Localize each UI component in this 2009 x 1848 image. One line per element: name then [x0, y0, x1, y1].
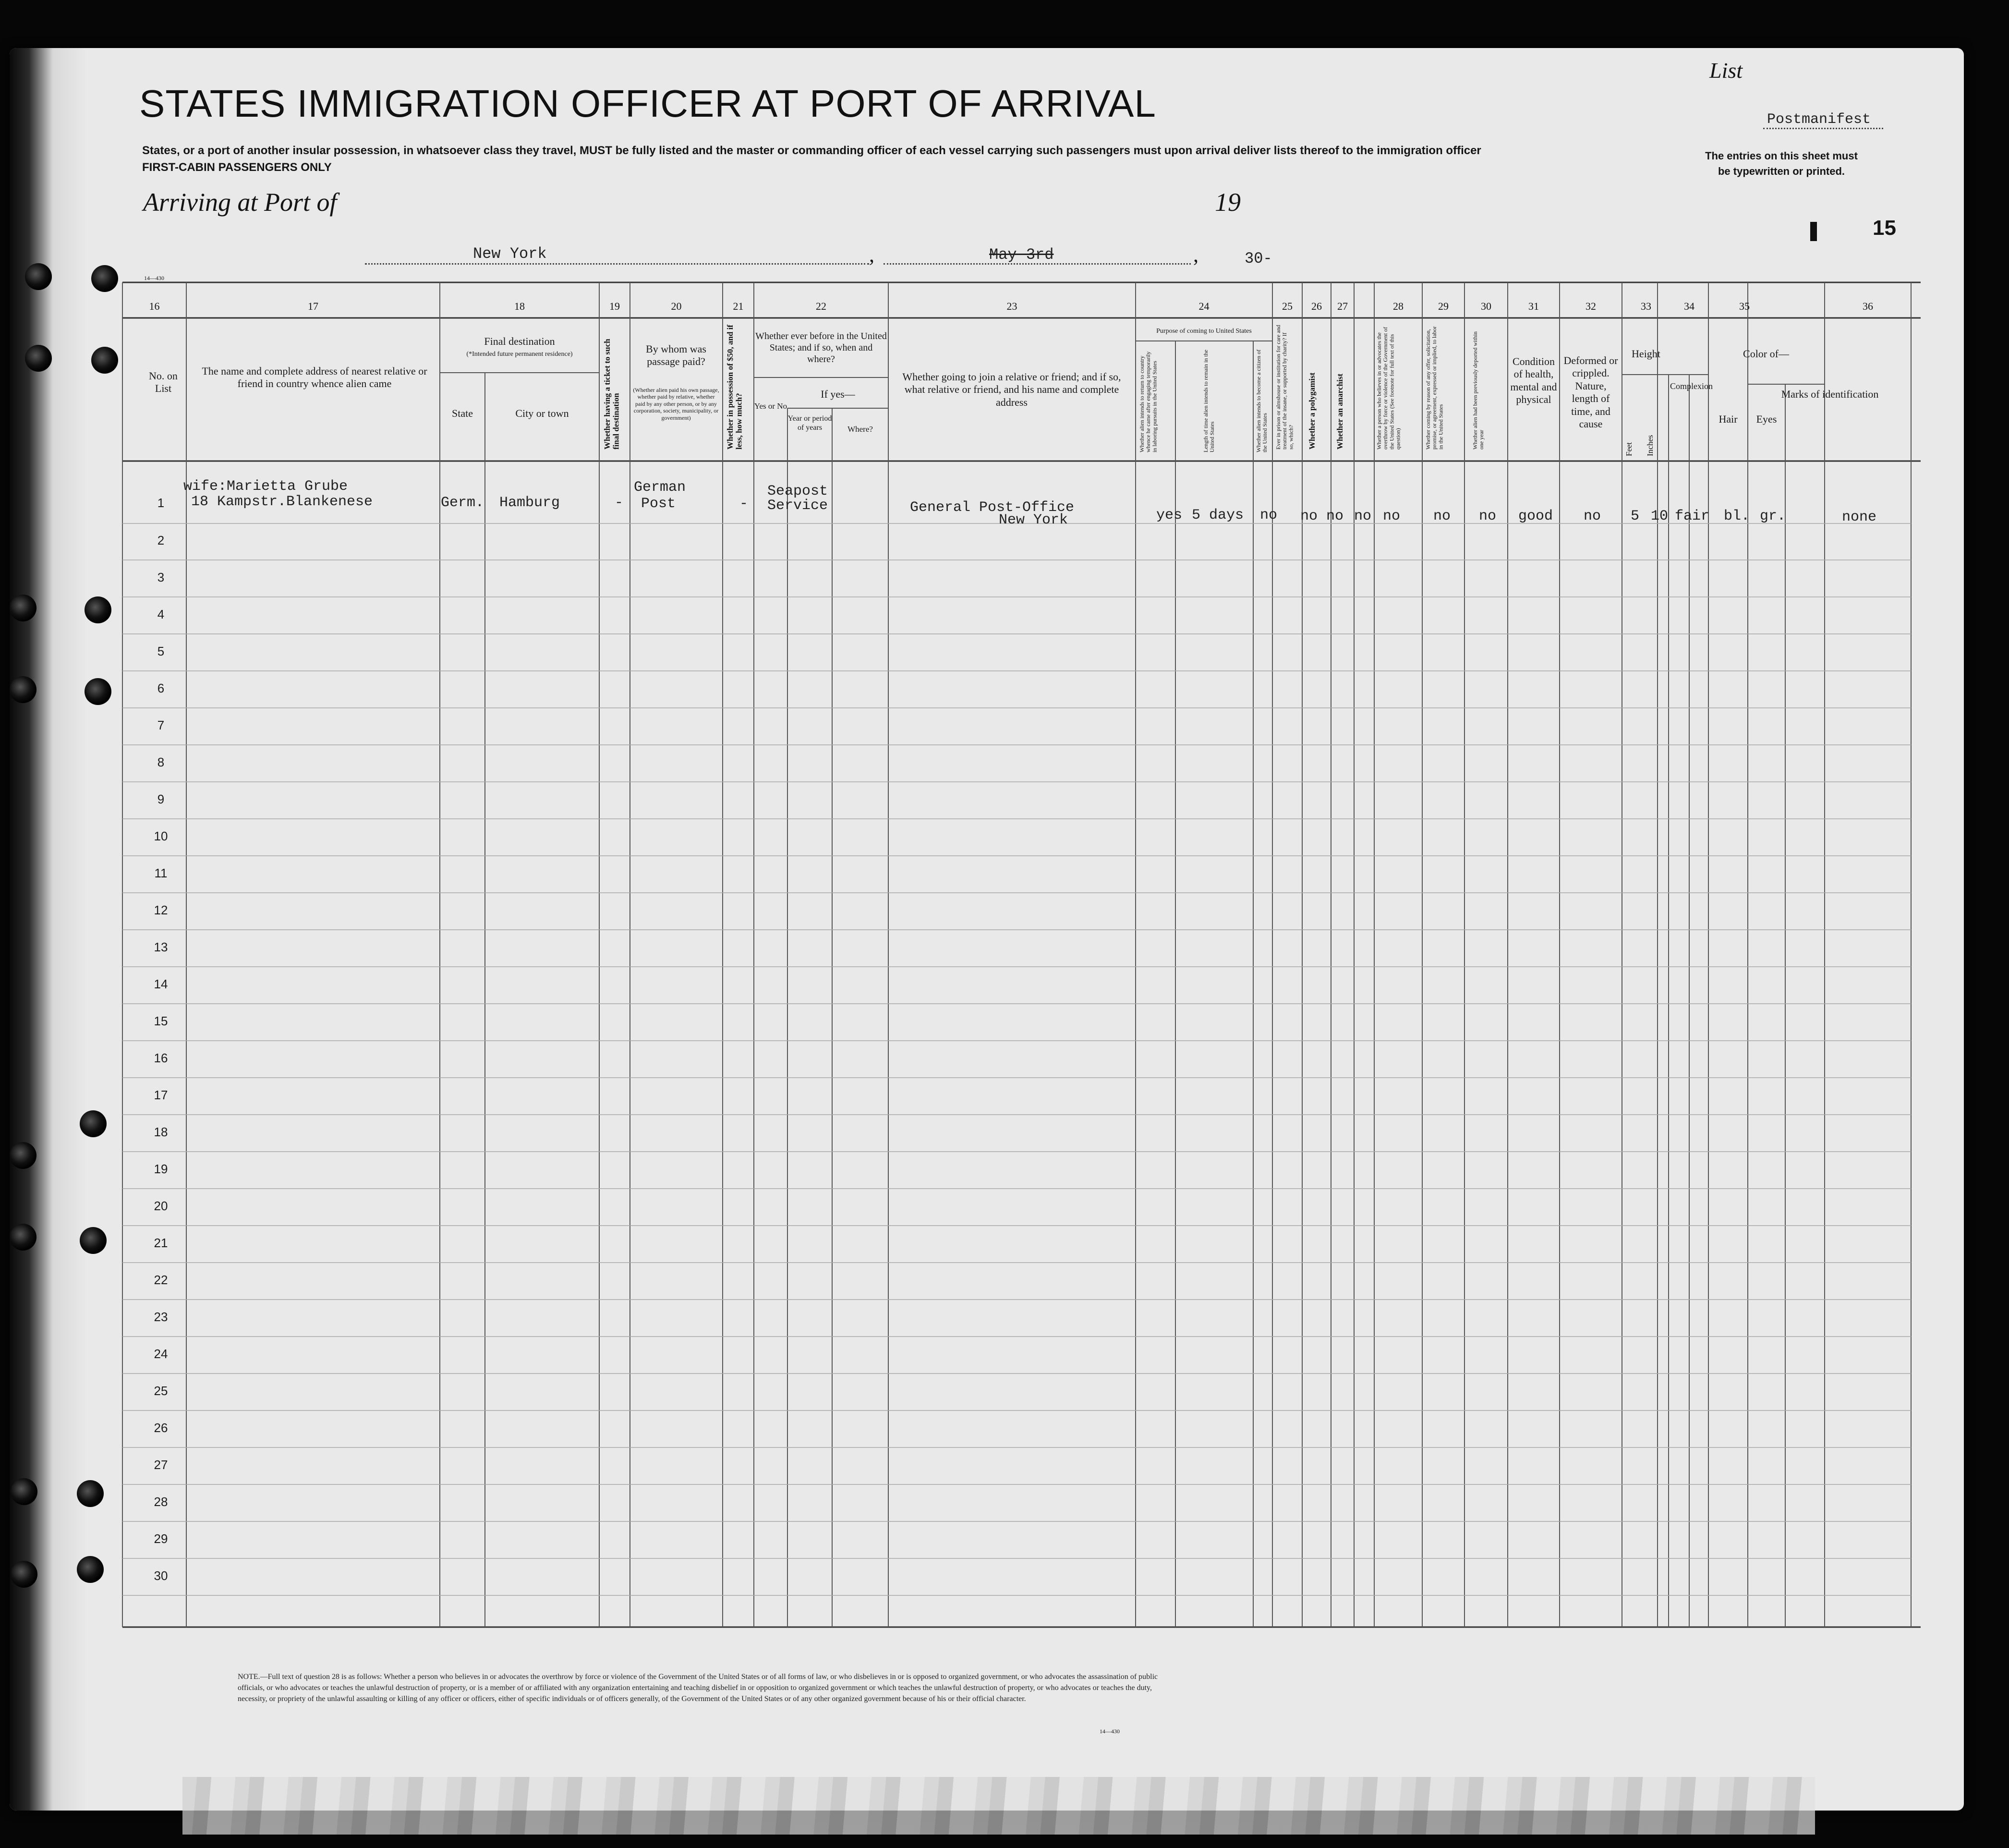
header-passage-paid-note: (Whether alien paid his own passage, whether paid by relative, whether paid by any other person, or by any corporation, society, municipality, or government) — [633, 387, 719, 421]
row-number: 20 — [154, 1199, 168, 1213]
return-intent-value: yes — [1156, 507, 1183, 523]
port-value: New York — [473, 245, 547, 263]
deformed-value: no — [1584, 508, 1601, 524]
row-number: 22 — [154, 1273, 168, 1287]
header-health: Condition of health, mental and physical — [1510, 355, 1557, 406]
row-number: 8 — [157, 755, 165, 769]
header-city: City or town — [515, 407, 569, 419]
header-year-period: Year or period of years — [787, 414, 832, 432]
money-value: - — [739, 496, 749, 512]
header-deformed: Deformed or crippled. Nature, length of time, and cause — [1563, 354, 1618, 430]
row-number: 18 — [154, 1125, 168, 1139]
ticket-value: - — [615, 495, 624, 511]
before-line-2: Service — [767, 498, 828, 514]
before-line-1: Seapost — [767, 483, 828, 499]
header-where: Where? — [847, 425, 873, 434]
frayed-edge — [182, 1777, 1815, 1835]
header-final-destination-note: (*Intended future permanent residence) — [466, 351, 573, 358]
row-number: 11 — [154, 866, 168, 880]
entries-note-1: The entries on this sheet must — [1705, 150, 1858, 162]
class-line: FIRST-CABIN PASSENGERS ONLY — [142, 161, 332, 174]
col-num-33: 33 — [1641, 300, 1651, 312]
comma: , — [869, 243, 874, 267]
header-fifty-dollars: Whether in possession of $50, and if less, how much? — [726, 325, 744, 450]
footnote: NOTE.—Full text of question 28 is as follows: Whether a person who believes in or advocates the overthrow by force or violence of the Government of the United States or of all forms of law, or who disbelieves in or is opposed to organized government, or who advocates the assassination of public officials, or who advocates or teaches the unlawful destruction of property, or is a member of or affiliated with any organization entertaining and teaching disbelief in or opposition to organized government or which teaches the unlawful destruction of property, or who advocates or teaches the duty, necessity, or propriety of the unlawful assaulting or killing of any officer or officers, either of specific individuals or of officers generally, of the Government of the United States or of any other organized government because of his or their official character. — [238, 1673, 1158, 1703]
row-number: 23 — [154, 1310, 168, 1324]
col-num-35: 35 — [1739, 300, 1750, 312]
row-number: 25 — [154, 1384, 168, 1398]
row-number: 10 — [154, 829, 168, 843]
prison-value: no — [1300, 508, 1318, 524]
col-num-27: 27 — [1337, 300, 1348, 312]
health-value: good — [1518, 508, 1553, 524]
header-passage-paid: By whom was passage paid? — [646, 343, 706, 368]
row-number: 3 — [157, 570, 165, 584]
header-height: Height — [1632, 348, 1660, 360]
header-feet: Feet — [1624, 442, 1634, 456]
header-return-intent: Whether alien intends to return to country whence he came after engaging temporarily in laboring pursuits in the United States — [1138, 351, 1158, 452]
header-final-destination: Final destination — [484, 335, 555, 347]
row-number: 19 — [154, 1162, 168, 1176]
col-num-17: 17 — [308, 300, 318, 312]
header-eyes: Eyes — [1756, 413, 1777, 425]
row-number: 17 — [154, 1088, 168, 1102]
offer-value: no — [1433, 508, 1451, 524]
row-number: 1 — [157, 496, 165, 510]
header-overthrow: Whether a person who believes in or advocates the overthrow by force or violence of the Government of the United States (See footnote for full text of this question) — [1376, 327, 1402, 450]
page-number: 15 — [1873, 216, 1896, 240]
row-number: 2 — [157, 533, 165, 547]
anarchist-value: no — [1354, 508, 1372, 524]
marks-value: none — [1842, 509, 1877, 525]
header-if-yes: If yes— — [821, 388, 855, 400]
header-inches: Inches — [1646, 435, 1655, 456]
row-number: 30 — [154, 1568, 168, 1583]
year-suffix: 30- — [1245, 250, 1272, 267]
col-num-26: 26 — [1311, 300, 1322, 312]
col-num-25: 25 — [1282, 300, 1293, 312]
col-num-23: 23 — [1006, 300, 1017, 312]
header-offer: Whether coming by reason of any offer, solicitation, promise, or agreement, expressed or implied, to labor in the United States — [1425, 326, 1444, 450]
col-num-31: 31 — [1528, 300, 1539, 312]
header-color-of: Color of— — [1743, 348, 1789, 360]
joining-line-2: New York — [999, 512, 1068, 528]
header-state: State — [452, 407, 473, 419]
row-number: 24 — [154, 1347, 168, 1361]
col-num-30: 30 — [1481, 300, 1491, 312]
header-hair: Hair — [1719, 413, 1738, 425]
row-number: 27 — [154, 1458, 168, 1472]
row-number: 7 — [157, 718, 165, 732]
length-of-stay-value: 5 days — [1192, 507, 1244, 523]
row-number: 16 — [154, 1051, 168, 1065]
row-number: 5 — [157, 644, 165, 658]
arriving-label: Arriving at Port of — [143, 188, 337, 217]
page-title: STATES IMMIGRATION OFFICER AT PORT OF ARRIVAL — [139, 82, 1156, 125]
row-number: 21 — [154, 1236, 168, 1250]
header-ever-before: Whether ever before in the United States; and if so, when and where? — [755, 331, 887, 365]
row-number: 14 — [154, 977, 168, 991]
form-code-bottom: 14—430 — [1100, 1728, 1120, 1735]
row-number: 9 — [157, 792, 165, 806]
header-polygamist: Whether a polygamist — [1307, 372, 1317, 450]
eyes-value: gr. — [1760, 508, 1786, 524]
overthrow-value: no — [1383, 508, 1401, 524]
destination-city: Hamburg — [499, 495, 560, 511]
row-number: 29 — [154, 1532, 168, 1546]
polygamist-value: no — [1326, 508, 1344, 524]
deported-value: no — [1479, 508, 1497, 524]
row-number: 26 — [154, 1421, 168, 1435]
header-ticket: Whether having a ticket to such final destination — [603, 339, 621, 450]
header-prison: Ever in prison or almshouse or institution for care and treatment of the insane, or supported by charity? If so, which? — [1275, 325, 1295, 450]
col-num-18: 18 — [514, 300, 525, 312]
header-complexion: Complexion — [1670, 381, 1713, 391]
list-label: List — [1709, 58, 1743, 83]
row-number: 12 — [154, 903, 168, 917]
year-prefix: 19 — [1215, 188, 1241, 217]
col-num-19: 19 — [609, 300, 620, 312]
header-deported: Whether alien had been previously deported within one year — [1472, 331, 1485, 450]
form-code-top: 14—430 — [144, 275, 164, 281]
col-num-36: 36 — [1863, 300, 1873, 312]
header-joining: Whether going to join a relative or friend; and if so, what relative or friend, and his name and complete address — [902, 371, 1121, 408]
row-number: 15 — [154, 1014, 168, 1028]
col-num-24: 24 — [1198, 300, 1210, 312]
header-citizen-intent: Whether alien intends to become a citizen of the United States — [1255, 349, 1269, 452]
col-num-29: 29 — [1438, 300, 1449, 312]
list-value: Postmanifest — [1767, 111, 1871, 128]
header-no-on-list: No. on List — [149, 370, 178, 395]
header-length-of-stay: Length of time alien intends to remain in the United States — [1202, 350, 1216, 452]
row-number: 4 — [157, 607, 165, 621]
joining-line-1: General Post-Office — [910, 499, 1075, 516]
header-anarchist: Whether an anarchist — [1335, 373, 1344, 450]
row-number: 13 — [154, 940, 168, 954]
row-number: 28 — [154, 1495, 168, 1509]
complexion-value: fair — [1675, 508, 1710, 524]
instructions-line: States, or a port of another insular possession, in whatsoever class they travel, MUST be fully listed and the master or commanding officer of each vessel carrying such passengers must upon arrival deliver lists thereof to the immigration officer — [142, 144, 1481, 157]
height-feet-value: 5 — [1631, 508, 1640, 524]
passage-paid-line-1: German — [634, 479, 686, 496]
col-num-32: 32 — [1585, 300, 1596, 312]
col-num-21: 21 — [733, 300, 744, 312]
header-yes-no: Yes or No — [754, 401, 787, 411]
header-purpose: Purpose of coming to United States — [1156, 328, 1252, 335]
destination-state: Germ. — [441, 495, 484, 511]
citizen-intent-value: no — [1260, 507, 1278, 523]
date-value: May 3rd — [989, 246, 1054, 264]
height-inches-value: 10 — [1651, 508, 1669, 524]
col-num-34: 34 — [1684, 300, 1694, 312]
col-num-22: 22 — [816, 300, 826, 312]
relative-name: wife:Marietta Grube — [183, 478, 348, 495]
hair-value: bl. — [1724, 508, 1750, 524]
entries-note-2: be typewritten or printed. — [1718, 165, 1845, 177]
passage-paid-line-2: Post — [641, 496, 676, 512]
comma: , — [1193, 243, 1198, 267]
col-num-28: 28 — [1393, 300, 1404, 312]
header-marks: Marks of identification — [1781, 388, 1879, 400]
row-number: 6 — [157, 681, 165, 695]
relative-address: 18 Kampstr.Blankenese — [191, 494, 373, 510]
header-nearest-relative: The name and complete address of nearest relative or friend in country whence alien came — [202, 365, 427, 390]
col-num-16: 16 — [149, 300, 160, 312]
col-num-20: 20 — [671, 300, 682, 312]
